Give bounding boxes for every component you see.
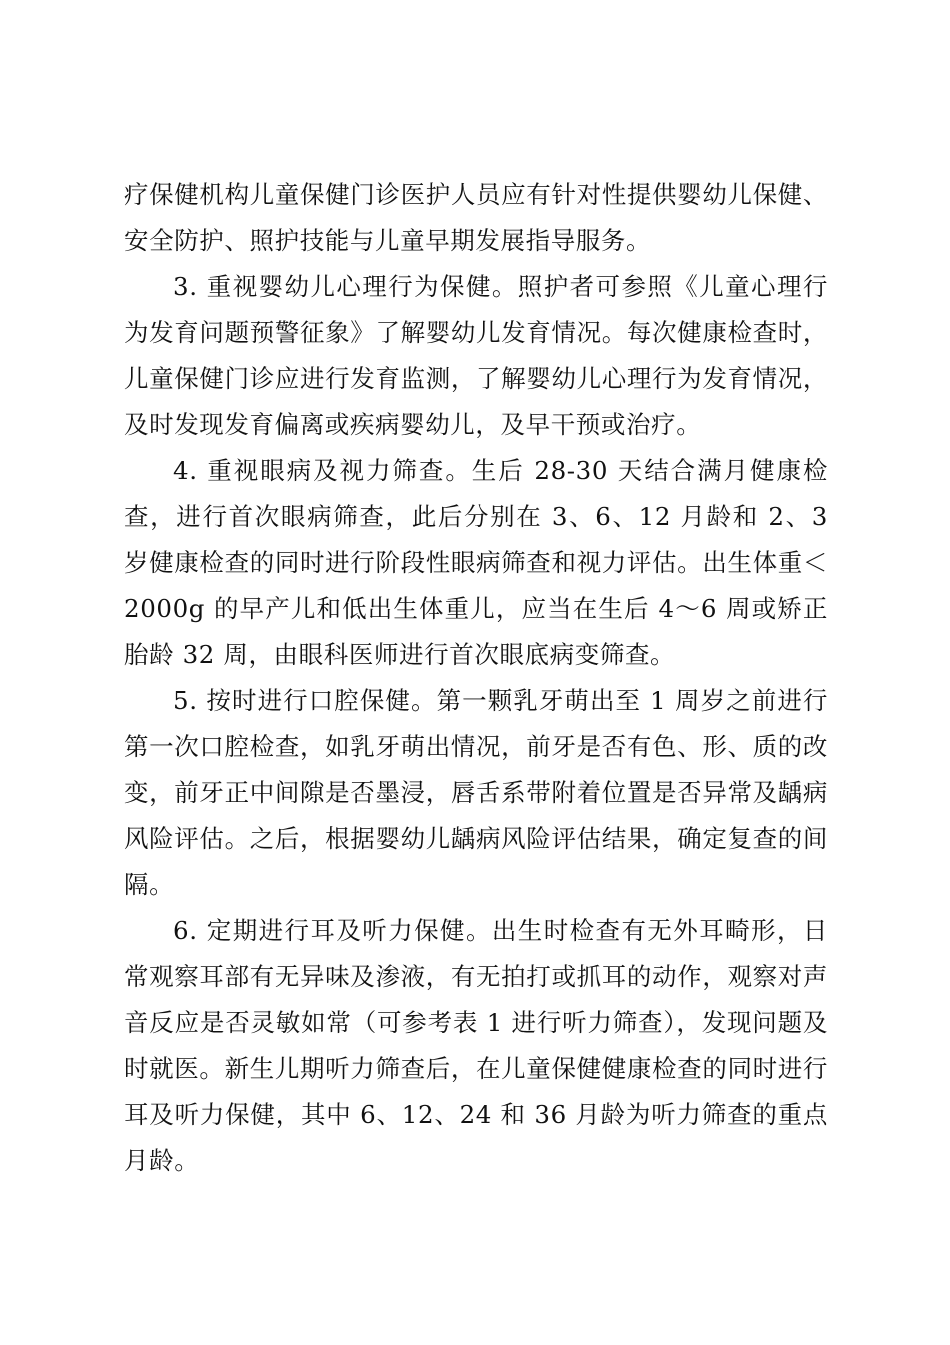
paragraph-item-4: 4. 重视眼病及视力筛查。生后 28-30 天结合满月健康检查，进行首次眼病筛查，此后分别在 3、6、12 月龄和 2、3 岁健康检查的同时进行阶段性眼病筛查和视力评估。出生体重＜2000g 的早产儿和低出生体重儿，应当在生后 4～6 周或矫正胎龄 32 周，由眼科医师进行首次眼底病变筛查。: [124, 456, 828, 669]
document-body: [124, 172, 828, 1184]
paragraph-continued: 疗保健机构儿童保健门诊医护人员应有针对性提供婴幼儿保健、安全防护、照护技能与儿童早期发展指导服务。: [124, 180, 828, 255]
paragraph-item-5: 5. 按时进行口腔保健。第一颗乳牙萌出至 1 周岁之前进行第一次口腔检查，如乳牙萌出情况，前牙是否有色、形、质的改变，前牙正中间隙是否墨浸，唇舌系带附着位置是否异常及龋病风险评估。之后，根据婴幼儿龋病风险评估结果，确定复查的间隔。: [124, 686, 828, 899]
paragraph-item-3: 3. 重视婴幼儿心理行为保健。照护者可参照《儿童心理行为发育问题预警征象》了解婴幼儿发育情况。每次健康检查时，儿童保健门诊应进行发育监测，了解婴幼儿心理行为发育情况，及时发现发育偏离或疾病婴幼儿，及早干预或治疗。: [124, 272, 828, 439]
paragraph-item-6: 6. 定期进行耳及听力保健。出生时检查有无外耳畸形，日常观察耳部有无异味及渗液，有无拍打或抓耳的动作，观察对声音反应是否灵敏如常（可参考表 1 进行听力筛查），发现问题及时就医。新生儿期听力筛查后，在儿童保健健康检查的同时进行耳及听力保健，其中 6、12、24 和 36 月龄为听力筛查的重点月龄。: [124, 916, 828, 1175]
